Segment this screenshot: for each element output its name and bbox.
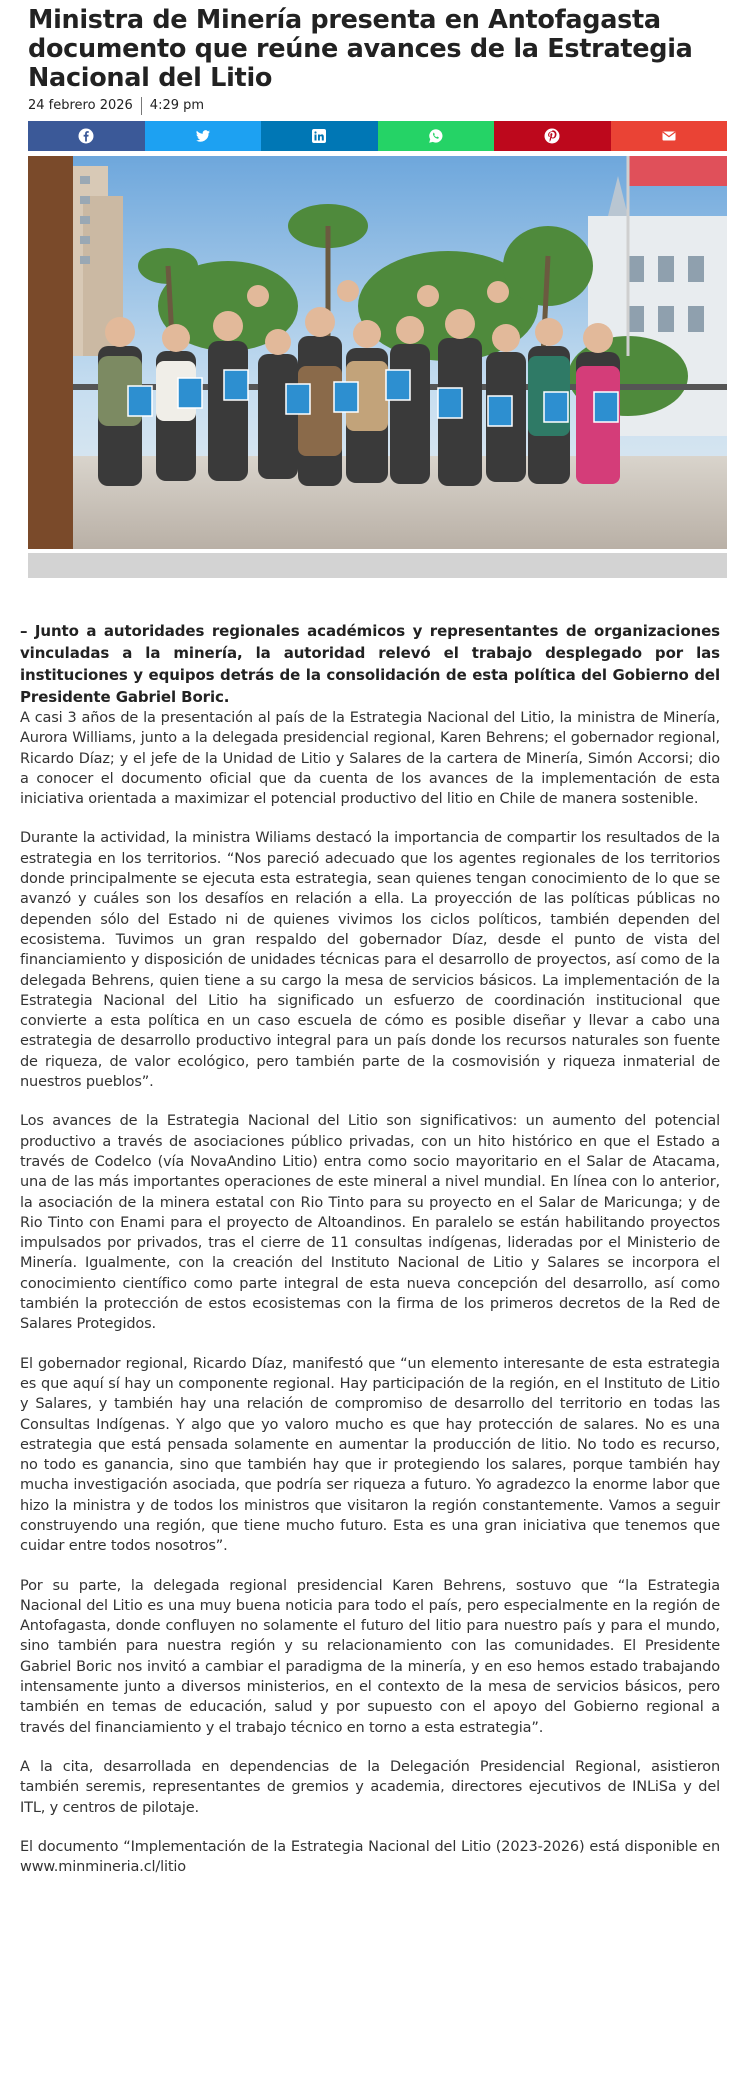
article-title: Ministra de Minería presenta en Antofagasta documento que reúne avances de la Estrategia Nacional del Litio <box>28 5 693 93</box>
meta-divider <box>141 97 142 115</box>
linkedin-icon <box>311 128 327 144</box>
pinterest-icon <box>544 128 560 144</box>
group-photo-illustration <box>28 156 727 549</box>
article-photo <box>28 156 727 549</box>
article-paragraph-5: Por su parte, la delegada regional presidencial Karen Behrens, sostuvo que “la Estrategia Nacional del Litio es una muy buena noticia para todo el país, pero especialmente en la región de Antofagasta, donde confluyen no solamente el futuro del litio para nuestro país y para el mundo, sino también para nuestra región y su relacionamiento con las comunidades. El Presidente Gabriel Boric nos invitó a cambiar el paradigma de la minería, y en eso hemos estado trabajando intensamente junto a diversos ministerios, en el contexto de la mesa de servicios básicos, pero también en temas de educación, salud y por supuesto con el apoyo del Gobierno regional a través del financiamiento y el trabajo técnico en torno a esta estrategia”. <box>20 1577 720 1736</box>
article-body <box>20 620 720 1896</box>
article-meta <box>28 97 204 115</box>
share-facebook-button[interactable] <box>28 121 145 151</box>
article-paragraph-3: Los avances de la Estrategia Nacional del Litio son significativos: un aumento del potencial productivo a través de asociaciones público privadas, con un hito histórico en que el Estado a través de Codelco (vía NovaAndino Litio) entra como socio mayoritario en el Salar de Atacama, una de las más importantes operaciones de este mineral a nivel mundial. En línea con lo anterior, la asociación de la minera estatal con Rio Tinto para su proyecto en el Salar de Maricunga; y de Rio Tinto con Enami para el proyecto de Altoandinos. En paralelo se están habilitando proyectos impulsados por privados, tras el cierre de 11 consultas indígenas, lideradas por el Ministerio de Minería. Igualmente, con la creación del Instituto Nacional de Litio y Salares se incorpora el conocimiento científico como parte integral de esta nueva concepción del desarrollo, así como también la protección de estos ecosistemas con la firma de los primeros decretos de la Red de Salares Protegidos. <box>20 1113 720 1333</box>
article-paragraph-6: A la cita, desarrollada en dependencias de la Delegación Presidencial Regional, asistieron también seremis, representantes de gremios y academia, directores ejecutivos de INLiSa y del ITL, y centros de pilotaje. <box>20 1758 720 1816</box>
article-lead: – Junto a autoridades regionales académicos y representantes de organizaciones vinculadas a la minería, la autoridad relevó el trabajo desplegado por las instituciones y equipos detrás de la consolidación de esta política del Gobierno del Presidente Gabriel Boric. <box>20 622 720 706</box>
article-paragraph-2: Durante la actividad, la ministra Wiliams destacó la importancia de compartir los resultados de la estrategia en los territorios. “Nos pareció adecuado que los agentes regionales de los territorios donde principalmente se ejecuta esta estrategia, sean quienes tengan conocimiento de lo que se avanzó y cuáles son los desafíos en relación a ella. La proyección de las políticas públicas no dependen sólo del Estado ni de quienes vivimos los ciclos políticos, también dependen del ecosistema. Tuvimos un gran respaldo del gobernador Díaz, desde el punto de vista del financiamiento y disposición de unidades técnicas para el desarrollo de proyectos, así como de la delegada Behrens, quien tiene a su cargo la mesa de servicios básicos. La implementación de la Estrategia Nacional del Litio ha significado un esfuerzo de coordinación institucional que convierte a esta política en un caso escuela de cómo es posible diseñar y llevar a cabo una estrategia de desarrollo productivo integral para un país donde los recursos naturales son fuente de riqueza, de valor ecológico, pero también parte de la cosmovisión y riqueza inmaterial de nuestros pueblos”. <box>20 830 720 1091</box>
whatsapp-icon <box>428 128 444 144</box>
mail-icon <box>661 128 677 144</box>
article-paragraph-4: El gobernador regional, Ricardo Díaz, manifestó que “un elemento interesante de esta estrategia es que aquí sí hay un componente regional. Hay participación de la región, en el Instituto de Litio y Salares, y también hay una relación de compromiso de desarrollo del territorio en todas las Consultas Indígenas. Y algo que yo valoro mucho es que hay protección de salares. No es una estrategia que está pensada solamente en aumentar la producción de litio. No todo es recurso, no todo es ganancia, sino que también hay que ir protegiendo los salares, porque también hay mucha investigación asociada, que podría ser riqueza a futuro. Yo agradezco la enorme labor que hizo la ministra y de todos los ministros que visitaron la región constantemente. Vamos a seguir construyendo una región, que tiene mucho futuro. Esta es una gran iniciativa que tenemos que cuidar entre todos nosotros”. <box>20 1355 720 1555</box>
article-paragraph-7: El documento “Implementación de la Estrategia Nacional del Litio (2023-2026) está disponible en www.minmineria.cl/litio <box>20 1838 720 1876</box>
share-whatsapp-button[interactable] <box>378 121 495 151</box>
article-paragraph-1: A casi 3 años de la presentación al país de la Estrategia Nacional del Litio, la ministra de Minería, Aurora Williams, junto a la delegada presidencial regional, Karen Behrens; el gobernador regional, Ricardo Díaz; y el jefe de la Unidad de Litio y Salares de la cartera de Minería, Simón Accorsi; dio a conocer el documento oficial que da cuenta de los avances de la implementación de esta iniciativa orientada a maximizar el potencial productivo del litio en Chile de manera sostenible. <box>20 710 720 808</box>
share-bar <box>28 121 727 151</box>
twitter-icon <box>195 128 211 144</box>
article-time: 4:29 pm <box>149 98 205 113</box>
share-twitter-button[interactable] <box>145 121 262 151</box>
share-linkedin-button[interactable] <box>261 121 378 151</box>
facebook-icon <box>78 128 94 144</box>
share-email-button[interactable] <box>611 121 728 151</box>
share-pinterest-button[interactable] <box>494 121 611 151</box>
article-date: 24 febrero 2026 <box>28 98 133 113</box>
photo-caption-bar <box>28 553 727 578</box>
